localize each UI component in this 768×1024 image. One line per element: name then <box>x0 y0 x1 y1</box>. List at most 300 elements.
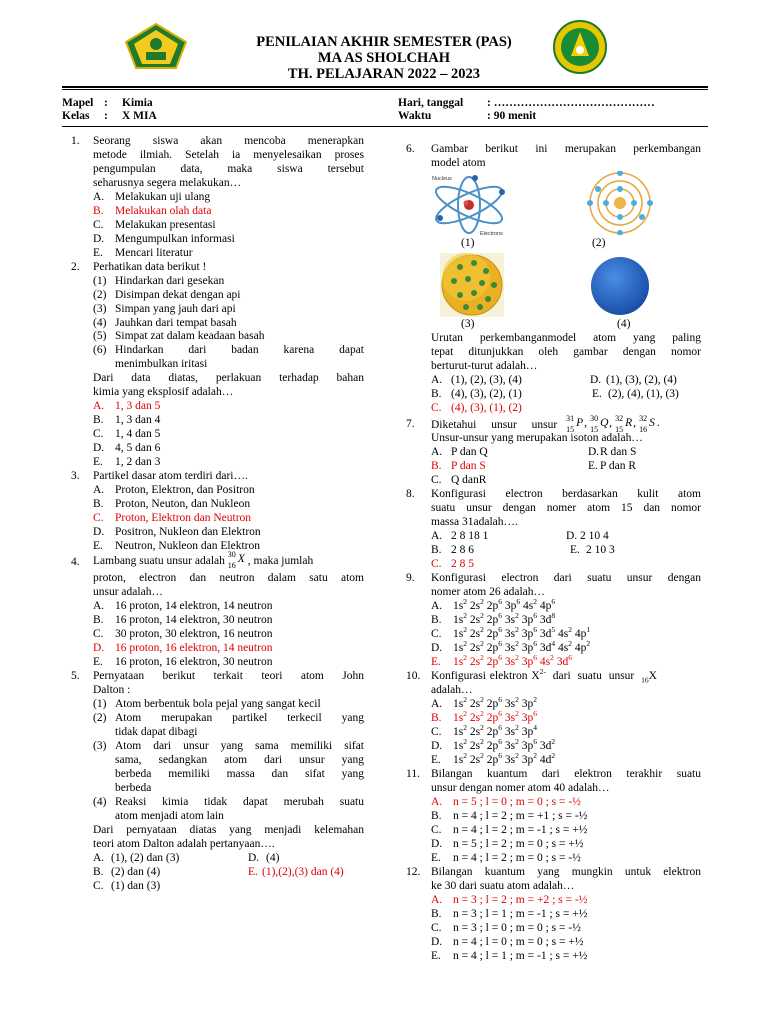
q6-line: Gambar berikut ini merupakan perkembangan <box>431 143 701 155</box>
orbital: 1s <box>453 740 464 752</box>
orbital: 2p <box>483 600 499 612</box>
q7-isotope-list: 31 15 P , 30 15 Q , 32 15 R , 32 16 S . <box>566 414 662 432</box>
q10-option-letter: C. <box>431 726 442 738</box>
orbital: 2p <box>483 628 499 640</box>
orbital: 1s <box>453 726 464 738</box>
q1-option-text: Melakukan olah data <box>115 205 212 217</box>
q8-option-letter: B. <box>431 544 442 556</box>
q2-option-letter: A. <box>93 400 105 412</box>
q2-option-text: 1, 3 dan 4 <box>115 414 161 426</box>
q5-item-line: Atom berbentuk bola pejal yang sangat kecil <box>115 698 321 710</box>
q7-mass: 32 <box>639 414 648 423</box>
q8-option-letter: E. <box>570 544 580 556</box>
q10-line: adalah… <box>431 684 473 696</box>
q5-option-text: (1) dan (3) <box>111 880 161 892</box>
orbital-electrons: 2 <box>463 737 467 747</box>
q11-option-letter: A. <box>431 796 443 808</box>
orbital: 3s <box>501 726 516 738</box>
orbital: 3s <box>501 656 516 668</box>
q4-line: proton, electron dan neutron dalam satu atom <box>93 572 364 584</box>
q5-item-line: Atom dari unsur yang sama memiliki sifat <box>115 740 364 752</box>
orbital: 4s <box>520 600 534 612</box>
orbital-electrons: 2 <box>463 695 467 705</box>
q6-option-letter: E. <box>592 388 602 400</box>
header-title-1: PENILAIAN AKHIR SEMESTER (PAS) <box>256 34 512 50</box>
orbital: 4p <box>536 600 552 612</box>
q2-item-number: (1) <box>93 275 107 287</box>
q8-line: Konfigurasi electron berdasarkan kulit atom <box>431 488 701 500</box>
q2-item-text: Simpat zat dalam keadaan basah <box>115 330 265 342</box>
q9-line: nomer atom 26 adalah… <box>431 586 546 598</box>
orbital-electrons: 2 <box>515 695 519 705</box>
q2-item-text: Disimpan dekat dengan api <box>115 289 241 301</box>
q11-option-text: n = 5 ; l = 2 ; m = 0 ; s = +½ <box>453 838 584 850</box>
meta-mapel-label: Mapel <box>62 97 94 109</box>
q10-atomic-number: 16 <box>641 675 649 685</box>
q1-option-letter: A. <box>93 191 105 203</box>
q7-symbol: R <box>625 417 633 429</box>
q2-item-text: Simpan yang jauh dari api <box>115 303 236 315</box>
q7-text <box>431 414 662 433</box>
q6-option-text: (1), (3), (2), (4) <box>606 374 677 386</box>
q12-option-text: n = 4 ; l = 1 ; m = -1 ; s = +½ <box>453 950 588 962</box>
orbital-electrons: 2 <box>463 611 467 621</box>
orbital-electrons: 6 <box>498 723 502 733</box>
orbital: 2s <box>466 600 481 612</box>
q2-number: 2. <box>71 261 80 273</box>
orbital: 3p <box>518 698 534 710</box>
q5-item-line: Reaksi kimia tidak dapat merubah suatu <box>115 796 364 808</box>
meta-mapel-sep: : <box>104 97 108 109</box>
q10-option-letter: D. <box>431 740 443 752</box>
q7-option-text: P dan Q <box>451 446 488 458</box>
q5-option-text: (1), (2) dan (3) <box>111 852 180 864</box>
q2-item-text: Hindarkan dari gesekan <box>115 275 225 287</box>
q5-item-line: berbeda <box>115 782 152 794</box>
q9-option-letter: E. <box>431 656 441 668</box>
orbital: 3d <box>536 614 552 626</box>
orbital-electrons: 6 <box>498 639 502 649</box>
orbital: 3s <box>501 614 516 626</box>
q9-option-config <box>453 653 572 670</box>
q1-option-text: Melakukan uji ulang <box>115 191 211 203</box>
q5-item-number: (2) <box>93 712 107 724</box>
q1-option-text: Mengumpulkan informasi <box>115 233 235 245</box>
orbital: 3d <box>536 628 552 640</box>
orbital: 3p <box>518 712 534 724</box>
q11-option-letter: E. <box>431 852 441 864</box>
q5-line: Dalton : <box>93 684 131 696</box>
q7-option-text: R dan S <box>600 446 637 458</box>
q2-option-text: 1, 4 dan 5 <box>115 428 161 440</box>
image-label: (3) <box>461 318 475 330</box>
orbital: 2p <box>483 754 499 766</box>
orbital: 3p <box>518 614 534 626</box>
q5-option-letter: D. <box>248 852 260 864</box>
orbital-electrons: 6 <box>498 597 502 607</box>
orbital-electrons: 6 <box>516 597 521 607</box>
q5-question: Dari pernyataan diatas yang menjadi kelemahan <box>93 824 364 836</box>
q4-symbol: X <box>237 553 245 565</box>
q7-option-letter: E. <box>588 460 598 472</box>
orbital-electrons: 2 <box>463 709 467 719</box>
q5-item-number: (3) <box>93 740 107 752</box>
q2-question: kimia yang eksplosif adalah… <box>93 386 234 398</box>
q7-option-letter: D. <box>588 446 600 458</box>
q7-option-letter: C. <box>431 474 442 486</box>
q9-option-config <box>453 611 556 628</box>
orbital-electrons: 6 <box>533 611 537 621</box>
q11-line: Bilangan kuantum dari elektron terakhir suatu <box>431 768 701 780</box>
q1-line: metode ilmiah. Setelah ia menyelesaikan proses <box>93 149 364 161</box>
q2-item-number: (2) <box>93 289 107 301</box>
orbital: 3d <box>536 740 552 752</box>
q6-option-text: (1), (2), (3), (4) <box>451 374 522 386</box>
q10-pre: Konfigurasi elektron X <box>431 670 540 682</box>
q10-option-letter: A. <box>431 698 443 710</box>
q5-number: 5. <box>71 670 80 682</box>
orbital-electrons: 2 <box>480 695 484 705</box>
q4-post: , maka jumlah <box>247 555 314 567</box>
orbital-electrons: 2 <box>533 695 537 705</box>
orbital: 4s <box>536 656 551 668</box>
q1-option-letter: B. <box>93 205 104 217</box>
q7-pre: Diketahui unsur unsur <box>431 419 558 431</box>
q7-option-letter: B. <box>431 460 442 472</box>
orbital: 3d <box>553 656 569 668</box>
orbital-electrons: 2 <box>463 653 467 663</box>
q12-option-text: n = 3 ; l = 1 ; m = -1 ; s = +½ <box>453 908 588 920</box>
q6-question: berturut-turut adalah… <box>431 360 538 372</box>
orbital: 1s <box>453 698 464 710</box>
q11-option-text: n = 4 ; l = 2 ; m = +1 ; s = -½ <box>453 810 588 822</box>
q4-option-text: 16 proton, 14 elektron, 30 neutron <box>115 614 273 626</box>
q1-option-letter: C. <box>93 219 104 231</box>
orbital-electrons: 6 <box>498 653 502 663</box>
orbital: 2s <box>466 754 481 766</box>
q5-question: teori atom Dalton adalah pertanyaan…. <box>93 838 275 850</box>
orbital: 3s <box>501 642 516 654</box>
q10-mid: dari suatu unsur <box>545 670 642 682</box>
q8-line: suatu unsur dengan nomer atom 15 dan nomor <box>431 502 701 514</box>
q5-item-line: Atom merupakan partikel terkecil yang <box>115 712 364 724</box>
q10-option-letter: B. <box>431 712 442 724</box>
orbital-electrons: 2 <box>550 653 554 663</box>
q2-item-number: (4) <box>93 317 107 329</box>
orbital: 3p <box>518 656 534 668</box>
q12-number: 12. <box>406 866 421 878</box>
orbital: 3p <box>501 600 517 612</box>
orbital-electrons: 4 <box>551 639 556 649</box>
q4-option-letter: C. <box>93 628 104 640</box>
q7-symbol: P <box>576 417 584 429</box>
orbital: 2s <box>466 698 481 710</box>
q9-option-letter: B. <box>431 614 442 626</box>
orbital: 2p <box>483 642 499 654</box>
q7-symbol: Q <box>600 417 609 429</box>
meta-kelas-value: X MIA <box>122 110 157 122</box>
q2-option-letter: D. <box>93 442 105 454</box>
q11-option-letter: B. <box>431 810 442 822</box>
orbital-electrons: 4 <box>533 723 537 733</box>
orbital: 3p <box>518 740 534 752</box>
orbital-electrons: 2 <box>480 709 484 719</box>
q7-z: 15 <box>615 425 624 434</box>
q4-atomic-number: 16 <box>227 561 236 570</box>
q7-option-text: P dan R <box>600 460 636 472</box>
image-label: (4) <box>617 318 631 330</box>
orbital: 2p <box>483 698 499 710</box>
q7-z: 15 <box>590 425 599 434</box>
q12-option-letter: B. <box>431 908 442 920</box>
orbital: 3s <box>501 712 516 724</box>
q8-number: 8. <box>406 488 415 500</box>
orbital: 1s <box>453 600 464 612</box>
q3-option-letter: B. <box>93 498 104 510</box>
q5-item-line: tidak dapat dibagi <box>115 726 198 738</box>
header-title-2: MA AS SHOLCHAH <box>317 50 451 66</box>
orbital-electrons: 2 <box>533 751 537 761</box>
orbital-electrons: 6 <box>568 653 572 663</box>
orbital-electrons: 2 <box>551 737 556 747</box>
orbital-electrons: 2 <box>551 751 556 761</box>
orbital-electrons: 2 <box>515 751 519 761</box>
orbital-electrons: 2 <box>515 723 519 733</box>
q5-option-text: (2) dan (4) <box>111 866 161 878</box>
q2-option-text: 1, 3 dan 5 <box>115 400 161 412</box>
q6-option-letter: B. <box>431 388 442 400</box>
q4-option-letter: A. <box>93 600 105 612</box>
q5-item-line: atom menjadi atom lain <box>115 810 224 822</box>
q8-option-letter: D. <box>566 530 578 542</box>
q4-option-letter: E. <box>93 656 103 668</box>
q3-option-text: Proton, Neuton, dan Nukleon <box>115 498 251 510</box>
q2-item-text: Jauhkan dari tempat basah <box>115 317 237 329</box>
q1-option-letter: E. <box>93 247 103 259</box>
q1-line: pengumpulan data, maka siswa tersebut <box>93 163 364 175</box>
q7-z: 15 <box>566 425 575 434</box>
q12-option-text: n = 3 ; l = 2 ; m = +2 ; s = -½ <box>453 894 588 906</box>
q7-option-text: P dan S <box>451 460 486 472</box>
orbital-electrons: 2 <box>515 625 519 635</box>
meta-waktu-label: Waktu <box>398 110 432 122</box>
q10-charge: 2- <box>539 667 546 677</box>
q4-option-text: 16 proton, 16 elektron, 30 neutron <box>115 656 273 668</box>
q2-option-text: 4, 5 dan 6 <box>115 442 161 454</box>
q3-number: 3. <box>71 470 80 482</box>
orbital-electrons: 1 <box>586 625 591 635</box>
q3-option-text: Proton, Elektron dan Neutron <box>115 512 252 524</box>
q12-line: ke 30 dari suatu atom adalah… <box>431 880 575 892</box>
q7-mass: 32 <box>615 414 624 423</box>
q12-option-letter: C. <box>431 922 442 934</box>
q2-item-text: menimbulkan iritasi <box>115 358 208 370</box>
q6-option-letter: A. <box>431 374 443 386</box>
q7-option-text: Q danR <box>451 474 487 486</box>
q10-option-config <box>453 737 556 754</box>
orbital-electrons: 2 <box>480 611 484 621</box>
q4-text <box>93 551 313 569</box>
q2-question: Dari data diatas, perlakuan terhadap bahan <box>93 372 364 384</box>
q4-option-text: 16 proton, 14 elektron, 14 neutron <box>115 600 273 612</box>
orbital: 3p <box>518 628 534 640</box>
q9-option-letter: C. <box>431 628 442 640</box>
image-label: (2) <box>592 237 606 249</box>
q5-option-text: (1),(2),(3) dan (4) <box>262 866 344 878</box>
q6-option-letter: C. <box>431 402 442 414</box>
q8-option-letter: C. <box>431 558 442 570</box>
atom-model-dalton-image <box>590 256 650 316</box>
header-title-3: TH. PELAJARAN 2022 – 2023 <box>287 66 481 82</box>
orbital: 2p <box>483 726 499 738</box>
orbital-electrons: 2 <box>515 653 519 663</box>
q4-option-letter: D. <box>93 642 105 654</box>
q4-line: unsur adalah… <box>93 586 163 598</box>
q1-option-letter: D. <box>93 233 105 245</box>
orbital: 2p <box>483 740 499 752</box>
q5-line: Pernyataan berikut terkait teori atom John <box>93 670 364 682</box>
orbital: 3p <box>518 754 534 766</box>
orbital-electrons: 2 <box>568 639 572 649</box>
q2-option-letter: C. <box>93 428 104 440</box>
orbital-electrons: 6 <box>498 625 502 635</box>
q7-z: 16 <box>639 425 648 434</box>
q2-option-text: 1, 2 dan 3 <box>115 456 161 468</box>
q3-option-text: Neutron, Nukleon dan Elektron <box>115 540 260 552</box>
q5-option-letter: A. <box>93 852 105 864</box>
q10-symbol: X <box>648 670 657 682</box>
q6-question: tepat ditunjukkan oleh gambar dengan nomor <box>431 346 701 358</box>
q1-option-text: Melakukan presentasi <box>115 219 216 231</box>
q3-option-letter: D. <box>93 526 105 538</box>
q8-option-text: 2 8 18 1 <box>451 530 489 542</box>
q11-option-text: n = 4 ; l = 2 ; m = -1 ; s = +½ <box>453 824 588 836</box>
meta-hari-label: Hari, tanggal <box>398 97 464 109</box>
orbital-electrons: 2 <box>480 723 484 733</box>
q9-option-letter: A. <box>431 600 443 612</box>
orbital-electrons: 8 <box>551 611 556 621</box>
orbital: 1s <box>453 656 464 668</box>
q6-number: 6. <box>406 143 415 155</box>
q11-option-text: n = 5 ; l = 0 ; m = 0 ; s = -½ <box>453 796 581 808</box>
q9-line: Konfigurasi electron dari suatu unsur dengan <box>431 572 701 584</box>
q10-option-letter: E. <box>431 754 441 766</box>
q10-number: 10. <box>406 670 421 682</box>
q12-option-text: n = 4 ; l = 0 ; m = 0 ; s = +½ <box>453 936 584 948</box>
orbital-electrons: 2 <box>463 597 467 607</box>
q1-number: 1. <box>71 135 80 147</box>
q5-option-letter: C. <box>93 880 104 892</box>
q2-item-number: (5) <box>93 330 107 342</box>
q10-option-config <box>453 751 556 768</box>
q7-symbol: S <box>649 417 655 429</box>
q4-mass-number: 30 <box>227 550 236 559</box>
orbital-electrons: 2 <box>533 597 537 607</box>
q8-option-letter: A. <box>431 530 443 542</box>
orbital-electrons: 6 <box>533 737 537 747</box>
q5-item-line: sama, sedangkan atom dari unsur yang <box>115 754 364 766</box>
image-label-nucleus: Nucleus <box>432 176 452 182</box>
orbital-electrons: 2 <box>586 639 591 649</box>
orbital-electrons: 2 <box>463 723 467 733</box>
q7-line: Unsur-unsur yang merupakan isoton adalah… <box>431 432 643 444</box>
q4-option-letter: B. <box>93 614 104 626</box>
q6-question: Urutan perkembanganmodel atom yang paling <box>431 332 701 344</box>
orbital: 3p <box>518 642 534 654</box>
q3-text: Partikel dasar atom terdiri dari…. <box>93 470 248 482</box>
image-label: (1) <box>461 237 475 249</box>
orbital-electrons: 5 <box>551 625 556 635</box>
orbital-electrons: 2 <box>463 639 467 649</box>
q12-option-text: n = 3 ; l = 0 ; m = 0 ; s = -½ <box>453 922 581 934</box>
q2-option-letter: E. <box>93 456 103 468</box>
meta-kelas-label: Kelas <box>62 110 90 122</box>
q2-option-letter: B. <box>93 414 104 426</box>
orbital-electrons: 6 <box>533 653 537 663</box>
q1-line: seharusnya segera melakukan… <box>93 177 242 189</box>
q3-option-letter: C. <box>93 512 104 524</box>
orbital-electrons: 2 <box>515 709 519 719</box>
orbital-electrons: 2 <box>568 625 572 635</box>
orbital: 3d <box>536 642 552 654</box>
q8-option-text: 2 10 3 <box>586 544 615 556</box>
q6-option-letter: D. <box>590 374 602 386</box>
orbital: 2s <box>466 726 481 738</box>
q3-option-letter: E. <box>93 540 103 552</box>
q8-option-text: 2 8 6 <box>451 544 474 556</box>
q2-item-number: (6) <box>93 344 107 356</box>
orbital-electrons: 2 <box>480 639 484 649</box>
orbital: 2p <box>483 656 499 668</box>
orbital-electrons: 6 <box>498 709 502 719</box>
orbital-electrons: 2 <box>463 625 467 635</box>
orbital: 4d <box>536 754 552 766</box>
orbital: 1s <box>453 754 464 766</box>
q7-option-letter: A. <box>431 446 443 458</box>
q11-option-text: n = 4 ; l = 2 ; m = 0 ; s = -½ <box>453 852 581 864</box>
q12-option-letter: A. <box>431 894 443 906</box>
meta-kelas-sep: : <box>104 110 108 122</box>
orbital: 1s <box>453 712 464 724</box>
orbital: 4p <box>571 642 587 654</box>
orbital-electrons: 2 <box>515 737 519 747</box>
orbital: 4s <box>555 642 569 654</box>
q11-number: 11. <box>406 768 420 780</box>
orbital: 2s <box>466 642 481 654</box>
meta-waktu-value: : 90 menit <box>487 110 537 122</box>
atom-model-shell-image <box>585 171 655 235</box>
orbital: 1s <box>453 614 464 626</box>
q11-line: unsur dengan nomer atom 40 adalah… <box>431 782 610 794</box>
right-column <box>384 0 768 1024</box>
q7-number: 7. <box>406 418 415 430</box>
orbital: 3s <box>501 698 516 710</box>
orbital-electrons: 6 <box>533 625 537 635</box>
q5-option-text: (4) <box>266 852 280 864</box>
orbital-electrons: 2 <box>480 751 484 761</box>
q8-option-text: 2 8 5 <box>451 558 474 570</box>
q6-option-text: (2), (4), (1), (3) <box>608 388 679 400</box>
q3-option-letter: A. <box>93 484 105 496</box>
image-label-electrons: Electrons <box>480 231 503 236</box>
q5-option-letter: B. <box>93 866 104 878</box>
orbital: 3p <box>518 726 534 738</box>
q12-line: Bilangan kuantum yang mungkin untuk elektron <box>431 866 701 878</box>
orbital-electrons: 6 <box>533 709 537 719</box>
q1-option-text: Mencari literatur <box>115 247 193 259</box>
orbital: 2s <box>466 740 481 752</box>
q3-option-text: Proton, Elektron, dan Positron <box>115 484 255 496</box>
